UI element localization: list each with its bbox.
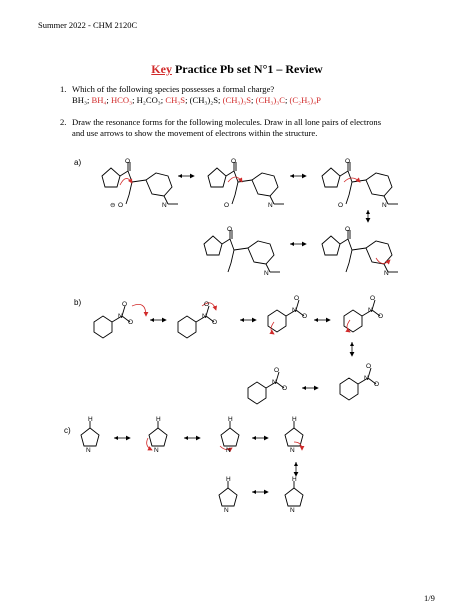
atom-n: N	[290, 507, 295, 514]
atom-h: H	[88, 416, 93, 423]
part-a-structures	[102, 162, 398, 272]
atom-o: O	[227, 226, 233, 233]
species-item: BH₄	[91, 95, 107, 105]
page-number: 1/9	[424, 593, 435, 603]
part-b-structures	[94, 300, 380, 404]
page-header: Summer 2022 - CHM 2120C	[38, 20, 138, 30]
species-item: (C₂H₅)₄P	[289, 95, 321, 105]
atom-n: N	[264, 270, 269, 277]
question-2-number: 2.	[60, 117, 67, 127]
atom-o: O	[345, 226, 351, 233]
atom-o: O	[118, 202, 124, 209]
atom-o: O	[224, 202, 230, 209]
atom-n: N	[154, 447, 159, 454]
atom-n: N	[86, 447, 91, 454]
atom-n: N	[292, 307, 297, 314]
atom-o: O	[294, 295, 300, 302]
part-b-label: b)	[74, 298, 82, 307]
part-c-arrows	[114, 438, 296, 492]
atom-n: N	[202, 313, 207, 320]
part-b-arrows	[150, 320, 352, 388]
atom-h: H	[156, 416, 161, 423]
atom-o: O	[125, 158, 131, 165]
atom-n: N	[268, 202, 273, 209]
atom-o: O	[370, 295, 376, 302]
atom-n: N	[384, 270, 389, 277]
atom-o: O	[338, 202, 344, 209]
atom-o: O	[231, 158, 237, 165]
species-item: CH₃S	[165, 95, 186, 105]
part-a-arrows	[178, 176, 368, 244]
atom-o: O	[378, 313, 384, 320]
atom-n: N	[364, 375, 369, 382]
atom-o: O	[204, 301, 210, 308]
atom-o: O	[345, 158, 351, 165]
atom-o: O	[374, 381, 380, 388]
atom-n: N	[118, 313, 123, 320]
atom-n: N	[382, 202, 387, 209]
species-item: (CH₃)₃C	[255, 95, 285, 105]
atom-o: O	[274, 367, 280, 374]
species-item: BH₃	[72, 95, 87, 105]
title-text: Practice Pb set N°1 – Review	[171, 62, 323, 76]
question-1-number: 1.	[60, 84, 67, 94]
atom-o: O	[282, 385, 288, 392]
species-item: H₂CO₃	[136, 95, 161, 105]
atom-h: H	[228, 416, 233, 423]
atom-o: O	[122, 301, 128, 308]
species-separator: ;	[132, 95, 137, 105]
part-c-structures	[81, 421, 303, 506]
atom-h: H	[292, 476, 297, 483]
question-2-line-2: and use arrows to show the movement of electrons within the structure.	[72, 128, 318, 138]
species-separator: ;	[106, 95, 111, 105]
atom-n: N	[272, 379, 277, 386]
species-item: (CH₃)₃S	[222, 95, 252, 105]
species-separator: ;	[160, 95, 166, 105]
species-separator: ;	[86, 95, 92, 105]
title-key: Key	[151, 62, 172, 76]
species-separator: ;	[218, 95, 223, 105]
atom-h: H	[292, 416, 297, 423]
species-separator: ;	[284, 95, 290, 105]
atom-n: N	[224, 507, 229, 514]
atom-n: N	[368, 307, 373, 314]
atom-n: N	[226, 447, 231, 454]
atom-n: N	[162, 202, 167, 209]
atom-labels	[86, 158, 389, 514]
species-item: HCO₃	[110, 95, 133, 105]
atom-n: N	[290, 447, 295, 454]
part-a-label: a)	[74, 158, 82, 167]
atom-o: O	[366, 363, 372, 370]
atom-o: O	[212, 319, 218, 326]
question-1-text: Which of the following species possesses a formal charge?	[72, 84, 275, 94]
atom-h: H	[226, 476, 231, 483]
species-separator: ;	[185, 95, 190, 105]
atom-o: O	[128, 319, 134, 326]
part-c-label: c)	[64, 426, 71, 435]
species-item: (CH₃)₂S	[189, 95, 219, 105]
charge-minus: ⊖	[110, 202, 116, 209]
atom-o: O	[302, 313, 308, 320]
question-2-line-1: Draw the resonance forms for the following molecules. Draw in all lone pairs of electrons	[72, 117, 382, 127]
species-separator: ;	[251, 95, 256, 105]
